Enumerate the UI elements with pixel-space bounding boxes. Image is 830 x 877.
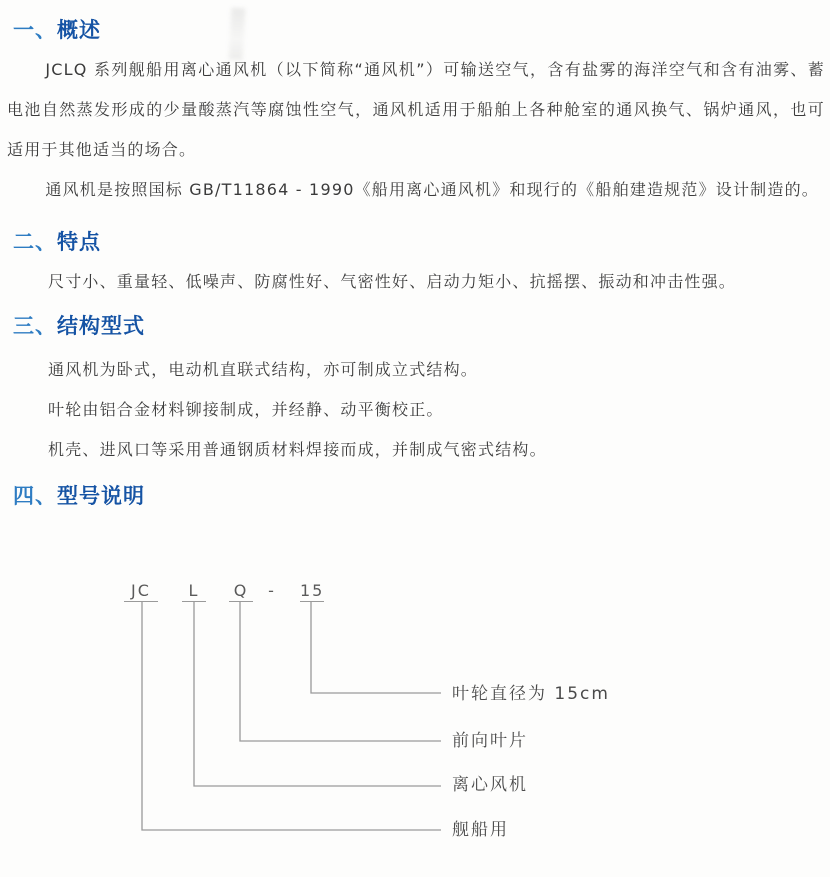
structure-paragraph-2: 叶轮由铝合金材料铆接制成，并经静、动平衡校正。	[48, 400, 444, 419]
overview-paragraph-1: JCLQ 系列舰船用离心通风机（以下简称“通风机”）可输送空气，含有盐雾的海洋空气和含有油雾、蓄电池自然蒸发形成的少量酸蒸汽等腐蚀性空气，通风机适用于船舶上各种舱室的通风换气、锅炉通风，也可适用于其他适当的场合。	[7, 60, 825, 159]
heading-number: 二、	[13, 230, 57, 254]
heading-number: 四、	[13, 484, 57, 508]
code-meaning-impeller-diameter: 叶轮直径为 15cm	[452, 684, 610, 704]
model-code-l: L	[182, 580, 206, 602]
code-meaning-forward-blade: 前向叶片	[452, 731, 528, 751]
model-code-dash: -	[268, 581, 276, 600]
model-code-jc: JC	[124, 580, 158, 602]
overview-paragraph-2: 通风机是按照国标 GB/T11864 - 1990《船用离心通风机》和现行的《船舶建造规范》设计制造的。	[45, 180, 819, 199]
heading-number: 一、	[13, 18, 57, 42]
code-meaning-naval-use: 舰船用	[452, 820, 509, 840]
code-meaning-centrifugal-fan: 离心风机	[452, 775, 528, 795]
heading-title: 特点	[57, 230, 101, 254]
heading-title: 结构型式	[57, 314, 145, 338]
features-paragraph: 尺寸小、重量轻、低噪声、防腐性好、气密性好、启动力矩小、抗摇摆、振动和冲击性强。	[48, 272, 737, 291]
structure-paragraph-1: 通风机为卧式，电动机直联式结构，亦可制成立式结构。	[48, 360, 479, 379]
heading-title: 概述	[57, 18, 101, 42]
heading-number: 三、	[13, 314, 57, 338]
structure-paragraph-3: 机壳、进风口等采用普通钢质材料焊接而成，并制成气密式结构。	[48, 440, 547, 459]
model-code-q: Q	[229, 580, 253, 602]
heading-title: 型号说明	[57, 484, 145, 508]
model-code-15: 15	[300, 581, 325, 600]
